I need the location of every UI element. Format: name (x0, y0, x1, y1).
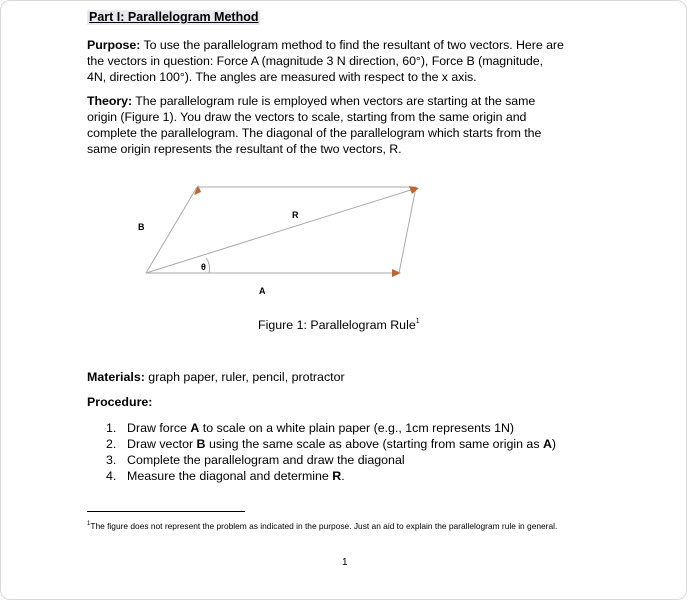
step-text: Measure the diagonal and determine (127, 469, 333, 483)
theory-line-4: same origin represents the resultant of the two vectors, R. (87, 142, 402, 156)
step-text: Complete the parallelogram and draw the diagonal (127, 453, 405, 467)
vector-b-line (146, 187, 197, 273)
figure-caption-text: Figure 1: Parallelogram Rule (258, 318, 416, 332)
procedure-step (106, 468, 556, 484)
figure-caption-ref: 1 (415, 318, 420, 325)
step-number: 3. (106, 453, 117, 467)
materials-label: Materials: (87, 370, 145, 384)
step-text: using the same scale as above (starting from same origin as (205, 437, 543, 451)
materials-line (87, 370, 345, 384)
theory-label: Theory: (87, 94, 133, 108)
resultant-r-line (146, 189, 414, 273)
procedure-heading: Procedure: (87, 395, 153, 409)
section-heading: Part I: Parallelogram Method (89, 10, 259, 24)
label-b: B (138, 222, 145, 232)
procedure-list (106, 420, 556, 484)
step-bold: B (196, 437, 206, 451)
step-text: . (341, 469, 345, 483)
label-theta: θ (201, 262, 206, 272)
label-a: A (259, 286, 266, 296)
purpose-line-2: the vectors in question: Force A (magnitude 3 N direction, 60°), Force B (magnitude, (87, 54, 543, 68)
theory-line-3: complete the parallelogram. The diagonal of the parallelogram which starts from the (87, 126, 542, 140)
footnote-divider (87, 511, 245, 512)
right-side-line (399, 187, 416, 273)
footnote (87, 518, 607, 533)
step-number: 4. (106, 469, 117, 483)
theory-line-2: origin (Figure 1). You draw the vectors to scale, starting from the same origin and (87, 110, 527, 124)
figure-caption (258, 318, 420, 332)
purpose-line-3: 4N, direction 100°). The angles are measured with respect to the x axis. (87, 70, 477, 84)
purpose-label: Purpose: (87, 38, 141, 52)
footnote-text: The figure does not represent the problem as indicated in the purpose. Just an aid to explain the parallelogram rule in general. (90, 521, 558, 531)
page-number: 1 (342, 557, 348, 568)
footnote-ref: 1 (87, 521, 91, 527)
step-text: to scale on a white plain paper (e.g., 1cm represents 1N) (199, 421, 515, 435)
step-text: Draw vector (127, 437, 197, 451)
procedure-step (106, 420, 556, 436)
theory-line-1: The parallelogram rule is employed when vectors are starting at the same (132, 94, 536, 108)
step-text: ) (551, 437, 557, 451)
step-number: 2. (106, 437, 117, 451)
materials-text: graph paper, ruler, pencil, protractor (144, 370, 345, 384)
step-bold: A (190, 421, 200, 435)
step-bold: A (542, 437, 552, 451)
procedure-step (106, 436, 556, 452)
angle-arc (206, 258, 210, 273)
step-bold: R (332, 469, 342, 483)
purpose-line-1: To use the parallelogram method to find the resultant of two vectors. Here are (140, 38, 564, 52)
step-number: 1. (106, 421, 117, 435)
resultant-r-arrowhead (409, 186, 419, 194)
label-r: R (292, 210, 299, 220)
step-text: Draw force (127, 421, 191, 435)
procedure-step (106, 452, 556, 468)
